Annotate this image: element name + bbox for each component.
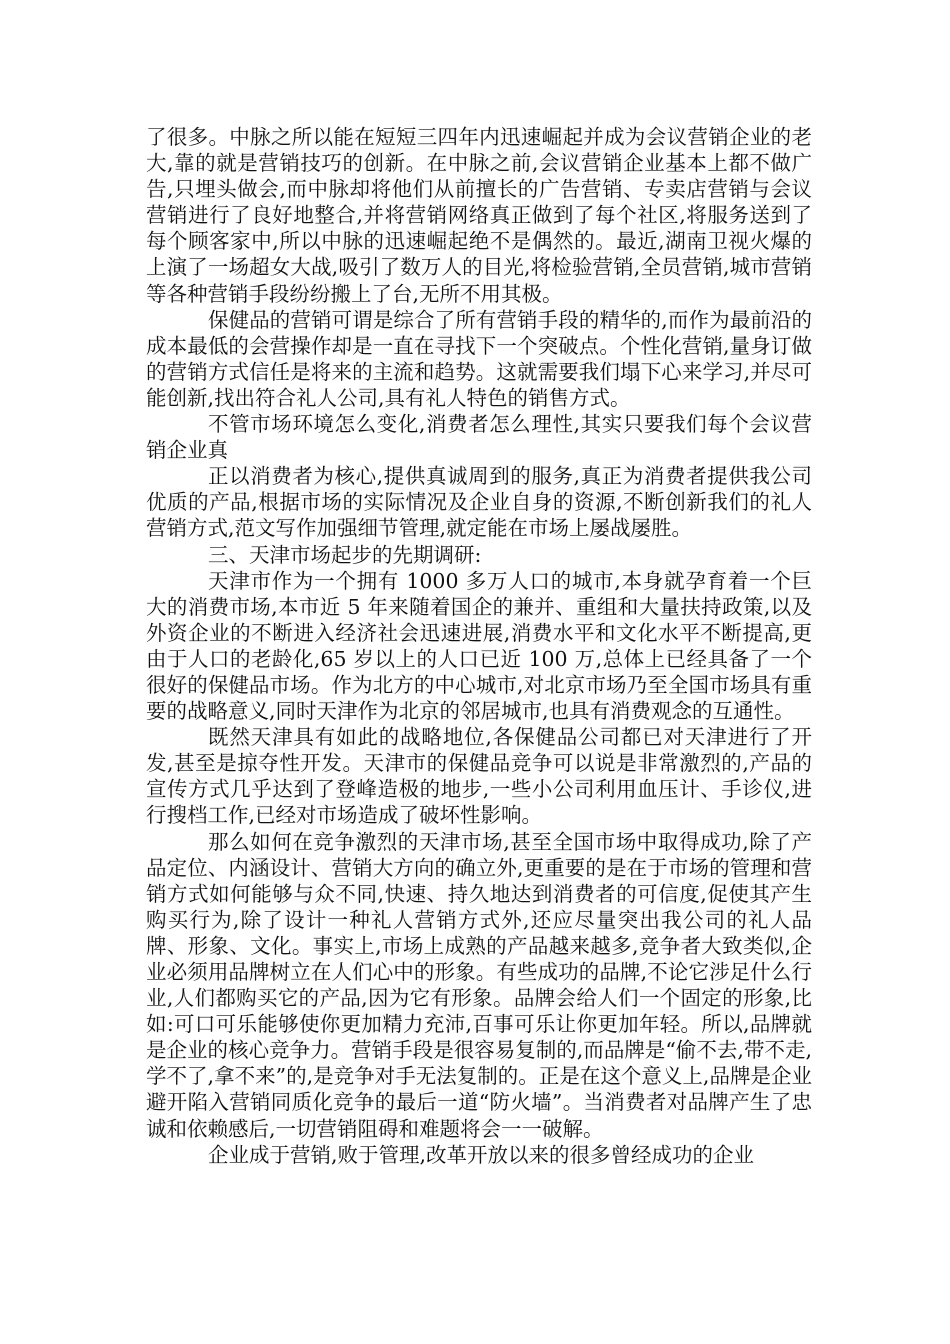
paragraph-2: 保健品的营销可谓是综合了所有营销手段的精华的,而作为最前沿的成本最低的会营操作却是一直在寻找下一个突破点。个性化营销,量身订做的营销方式信任是将来的主流和趋势。这就需要我们塌下心来学习,并尽可能创新,找出符合礼人公司,具有礼人特色的销售方式。 [146, 307, 812, 410]
paragraph-3: 不管市场环境怎么变化,消费者怎么理性,其实只要我们每个会议营销企业真 [146, 412, 812, 463]
paragraph-7: 那么如何在竞争激烈的天津市场,甚至全国市场中取得成功,除了产品定位、内涵设计、营销大方向的确立外,更重要的是在于市场的管理和营销方式如何能够与众不同,快速、持久地达到消费者的可信度,促使其产生购买行为,除了设计一种礼人营销方式外,还应尽量突出我公司的礼人品牌、形象、文化。事实上,市场上成熟的产品越来越多,竞争者大致类似,企业必须用品牌树立在人们心中的形象。有些成功的品牌,不论它涉足什么行业,人们都购买它的产品,因为它有形象。品牌会给人们一个固定的形象,比如:可口可乐能够使你更加精力充沛,百事可乐让你更加年轻。所以,品牌就是企业的核心竞争力。营销手段是很容易复制的,而品牌是“偷不去,带不走,学不了,拿不来”的,是竞争对手无法复制的。正是在这个意义上,品牌是企业避开陷入营销同质化竞争的最后一道“防火墙”。当消费者对品牌产生了忠诚和依赖感后,一切营销阻碍和难题将会一一破解。 [146, 829, 812, 1141]
paragraph-6: 既然天津具有如此的战略地位,各保健品公司都已对天津进行了开发,甚至是掠夺性开发。天津市的保健品竞争可以说是非常激烈的,产品的宣传方式几乎达到了登峰造极的地步,一些小公司利用血压计、手诊仪,进行搜档工作,已经对市场造成了破坏性影响。 [146, 725, 812, 828]
paragraph-5: 天津市作为一个拥有 1000 多万人口的城市,本身就孕育着一个巨大的消费市场,本市近 5 年来随着国企的兼并、重组和大量扶持政策,以及外资企业的不断进入经济社会迅速进展,消费水平和文化水平不断提高,更由于人口的老龄化,65 岁以上的人口已近 100 万,总体上已经具备了一个很好的保健品市场。作为北方的中心城市,对北京市场乃至全国市场具有重要的战略意义,同时天津作为北京的邻居城市,也具有消费观念的互通性。 [146, 568, 812, 724]
document-body [146, 124, 812, 1168]
paragraph-4: 正以消费者为核心,提供真诚周到的服务,真正为消费者提供我公司优质的产品,根据市场的实际情况及企业自身的资源,不断创新我们的礼人营销方式,范文写作加强细节管理,就定能在市场上屡战屡胜。 [146, 464, 812, 541]
paragraph-1: 了很多。中脉之所以能在短短三四年内迅速崛起并成为会议营销企业的老大,靠的就是营销技巧的创新。在中脉之前,会议营销企业基本上都不做广告,只埋头做会,而中脉却将他们从前擅长的广告营销、专卖店营销与会议营销进行了良好地整合,并将营销网络真正做到了每个社区,将服务送到了每个顾客家中,所以中脉的迅速崛起绝不是偶然的。最近,湖南卫视火爆的上演了一场超女大战,吸引了数万人的目光,将检验营销,全员营销,城市营销等各种营销手段纷纷搬上了台,无所不用其极。 [146, 125, 812, 306]
section-heading: 三、天津市场起步的先期调研: [208, 542, 482, 567]
paragraph-8: 企业成于营销,败于管理,改革开放以来的很多曾经成功的企业 [208, 1142, 755, 1167]
